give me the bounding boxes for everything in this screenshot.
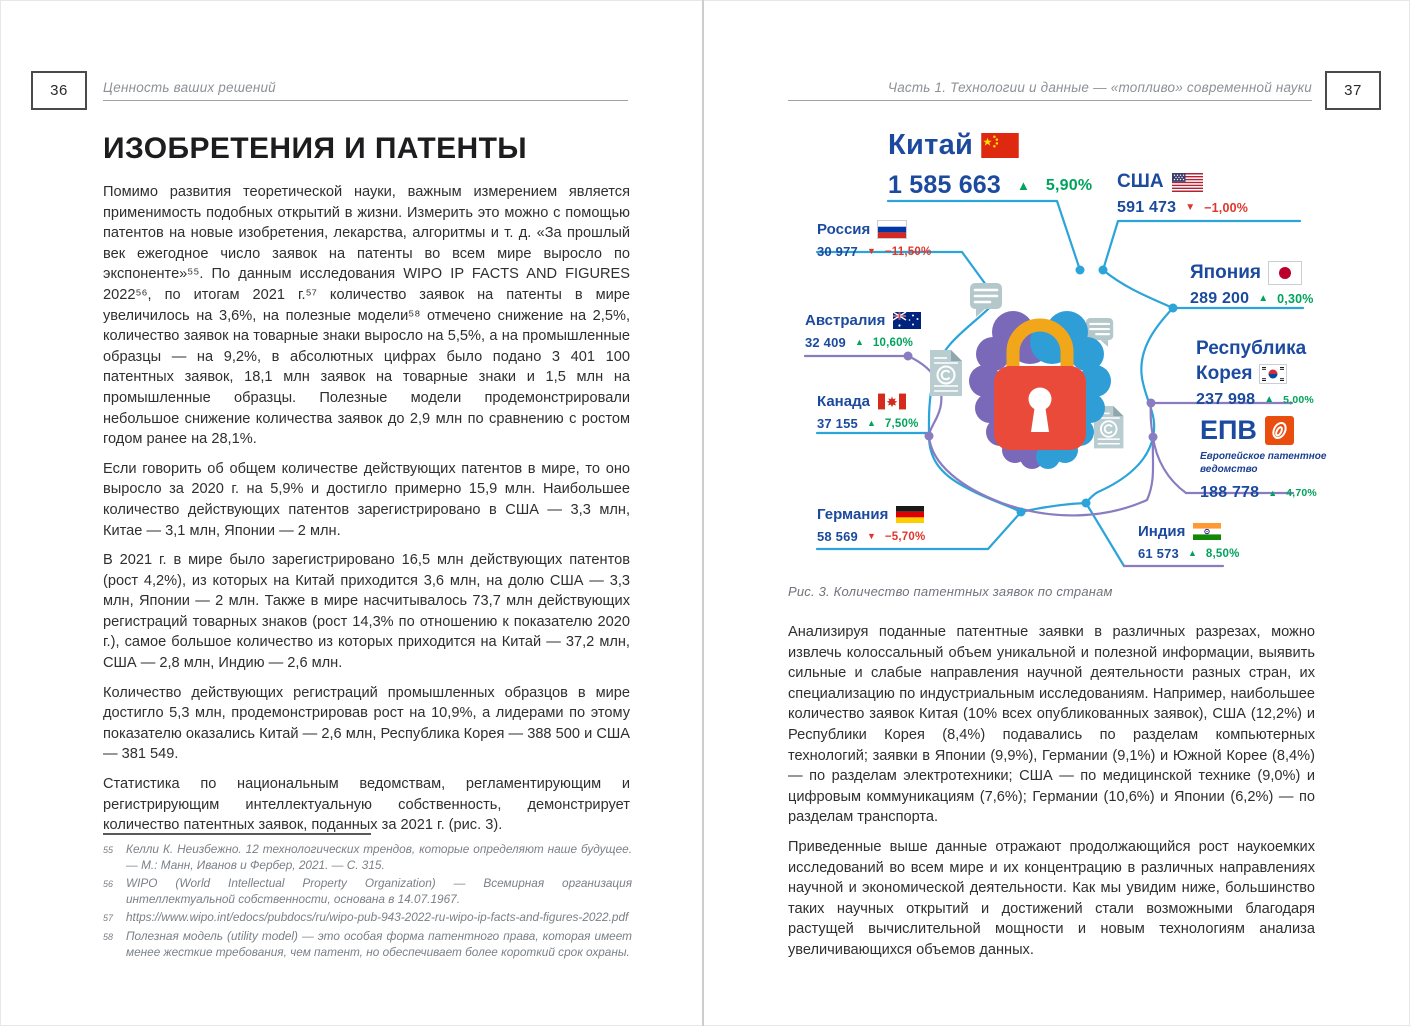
trend-percent: −11,50% [884, 245, 932, 258]
country-name: Россия [817, 221, 871, 238]
footnotes [103, 841, 632, 962]
footnote-text: WIPO (World Intellectual Property Organization) — Всемирная организация интеллектуальной собственности, основана в 14.07.1967. [126, 876, 632, 906]
country-value: 30 977 [817, 244, 858, 259]
footnote-item [103, 875, 632, 907]
lock-icon [994, 325, 1086, 450]
trend-percent: 4,70% [1286, 487, 1317, 499]
south-korea-flag-icon [1260, 365, 1286, 383]
bottom-curve [929, 436, 1153, 515]
country-name: Австралия [805, 312, 886, 329]
korea-epo-link [1151, 403, 1186, 493]
australia-flag-icon [893, 312, 921, 329]
trend-up-icon: ▲ [1187, 548, 1197, 558]
line-joint-dots-blue [1017, 266, 1178, 517]
russia-line [817, 252, 1021, 512]
country-block-korea [1196, 338, 1314, 409]
trend-percent: −1,00% [1204, 201, 1249, 215]
footnote-item [103, 909, 632, 926]
trend-up-icon: ▲ [1264, 394, 1275, 405]
footnote-separator [103, 833, 371, 835]
usa-japan-link [1103, 270, 1173, 308]
country-value: 37 155 [817, 416, 858, 431]
footnote-text: https://www.wipo.int/edocs/pubdocs/ru/wipo-pub-943-2022-ru-wipo-ip-facts-and-figures-2022.pdf [126, 910, 629, 924]
country-block-japan [1190, 262, 1314, 308]
trend-percent: 5,90% [1045, 176, 1093, 194]
figure-caption: Рис. 3. Количество патентных заявок по странам [788, 584, 1113, 599]
body-paragraph: Если говорить об общем количестве действующих патентов в мире, то оно выросло за 2020 г. на 5,9% и достигло примерно 15,9 млн. Наибольшее количество действующих патентов зарегистрировано в США — 3,3 млн, Китае — 3,1 млн, Японии — 2 млн. [103, 460, 630, 539]
trend-percent: 10,60% [872, 336, 914, 349]
country-block-canada [817, 393, 919, 431]
running-header-left: Ценность ваших решений [103, 80, 276, 95]
country-value: 1 585 663 [888, 171, 1002, 199]
country-name: Канада [817, 393, 870, 410]
india-flag-icon [1193, 523, 1221, 540]
country-value: 61 573 [1138, 546, 1179, 561]
country-block-germany [817, 506, 925, 544]
line-joint-dots-purple [904, 352, 1158, 442]
country-name: Китай [888, 129, 974, 161]
country-name-line1: Республика [1196, 338, 1307, 359]
country-value: 289 200 [1190, 290, 1250, 307]
page-number-box-left [31, 71, 87, 110]
trend-up-icon: ▲ [854, 337, 864, 347]
trend-down-icon: ▼ [1185, 202, 1196, 213]
body-paragraph: Количество действующих регистраций промышленных образцов в мире достигло 5,3 млн, продемонстрировав рост на 10,9%, а лидерами по этому показателю оказались Китай — 2,6 млн, Республика Корея — 388 500 и США — 381 549. [103, 684, 630, 763]
right-body-column [788, 622, 1315, 970]
body-paragraph: Помимо развития теоретической науки, важным измерением является применимость подобных открытий в жизни. Измерить это можно с помощью патентов на новые изобретения, лекарства, алгоритмы и т. д. «За прошлый век ежегодное число заявок на патенты во всем мире выросло по экспоненте»⁵⁵. По данным исследования WIPO IP FACTS AND FIGURES 2022⁵⁶, по итогам 2021 г.⁵⁷ количество заявок на патенты в мире увеличилось на 3,6%, на полезные модели⁵⁸ отмечено снижение на 2,5%, количество заявок на товарные знаки выросло на 5,5%, а на промышленные образцы — на 9,2%, в абсолютных цифрах было подано 3 401 100 патентных заявок, 18,1 млн заявок на товарные знаки и 1,5 млн на промышленные образцы. Полезные модели продемонстрировали небольшое снижение количества заявок до 2,9 млн по сравнению с ростом годом ранее на 28,1%. [103, 184, 630, 448]
canada-flag-icon [878, 393, 906, 410]
trend-percent: −5,70% [884, 530, 926, 543]
body-paragraph: Статистика по национальным ведомствам, регламентирующим и регистрирующим интеллектуальную собственность, демонстрирует количество патентных заявок, поданных за 2021 г. (рис. 3). [103, 776, 630, 834]
footnote-marker: 55 [103, 845, 114, 855]
trend-percent: 7,50% [884, 417, 919, 430]
footnote-marker: 57 [103, 913, 114, 923]
footnote-marker: 58 [103, 932, 114, 942]
country-value: 237 998 [1196, 391, 1256, 408]
country-block-china [888, 129, 1092, 200]
country-value: 58 569 [817, 529, 858, 544]
message-doc-icon [970, 283, 1002, 317]
org-value: 188 778 [1200, 484, 1260, 501]
china-flag-icon [981, 133, 1019, 158]
copyright-doc-icon [1094, 406, 1123, 448]
trend-percent: 8,50% [1205, 547, 1240, 560]
country-block-australia [805, 312, 921, 350]
copyright-doc-icon [930, 350, 962, 396]
usa-flag-icon [1172, 173, 1203, 192]
trend-percent: 0,30% [1277, 292, 1314, 306]
page-title: ИЗОБРЕТЕНИЯ И ПАТЕНТЫ [103, 132, 528, 166]
country-name: Германия [817, 506, 889, 523]
epo-subtitle: Европейское патентное ведомство [1200, 451, 1327, 475]
footnote-item [103, 841, 632, 873]
country-name: США [1117, 171, 1164, 192]
body-paragraph: Приведенные выше данные отражают продолжающийся рост наукоемких исследований во всем мире и их концентрацию в различных направлениях научной и экономической деятельности. Как мы увидим ниже, большинство таких научных открытий и достижений стали возможными благодаря растущей вычислительной мощности и новым технологиям анализа увеличивающихся объемов данных. [788, 838, 1315, 958]
epo-logo-icon [1265, 416, 1294, 445]
trend-down-icon: ▼ [866, 531, 876, 541]
trend-down-icon: ▼ [866, 246, 876, 256]
trend-up-icon: ▲ [866, 418, 876, 428]
footnote-text: Келли К. Неизбежно. 12 технологических трендов, которые определяют наше будущее. — М.: Манн, Иванов и Фербер, 2021. — С. 315. [126, 842, 632, 872]
page-number-left: 36 [50, 82, 68, 99]
footnote-marker: 56 [103, 879, 114, 889]
brain-right-half [1030, 311, 1111, 469]
japan-flag-icon [1269, 262, 1301, 284]
country-name: Индия [1138, 523, 1186, 540]
footnote-item [103, 928, 632, 960]
trend-up-icon: ▲ [1268, 487, 1278, 498]
body-paragraph: В 2021 г. в мире было зарегистрировано 16,5 млн действующих патентов (рост 4,2%), из которых на Китай приходится 3,6 млн, на долю США — 3,3 млн, Японии — 2 млн. Также в мире насчитывалось 73,7 млн действующих регистраций товарных знаков (рост 14,3% по отношению к показателю 2020 г.), самое большое количество из которых приходится на Китай — 37,2 млн, США — 2,8 млн, Индию — 2,6 млн. [103, 552, 630, 672]
country-block-india [1138, 523, 1240, 561]
country-name-line2: Корея [1196, 363, 1253, 384]
org-block-epo [1200, 415, 1326, 502]
footnote-text: Полезная модель (utility model) — это особая форма патентного права, которая имеет менее жесткие требования, чем патент, но обеспечивает более короткий срок охраны. [126, 929, 632, 959]
germany-india-link [1021, 503, 1124, 566]
country-block-usa [1117, 171, 1248, 217]
body-paragraph: Анализируя поданные патентные заявки в различных разрезах, можно извлечь колоссальный объем уникальной и полезной информации, выявить сильные и слабые направления научной деятельности разных стран, их специализацию по индустриальным исследованиям. Например, наибольшее количество заявок Китая (10% всех опубликованных заявок), США (12,2%) и Республики Корея (8,4%) подавались по разделам компьютерных технологий; заявки в Японии (9,9%), Германии (9,1%) и Южной Корее (8,4%) — по разделам электротехники; США — по медицинской технике (9,0%) и цифровым коммуникациям (7,6%); Германии (10,6%) и Японии (6,2%) — по разделам транспорта. [788, 624, 1315, 826]
germany-flag-icon [896, 506, 924, 523]
brain-lock-illustration [969, 311, 1111, 469]
country-block-russia [817, 221, 931, 259]
russia-flag-icon [878, 221, 906, 238]
message-doc-icon [1086, 318, 1113, 347]
running-header-right: Часть 1. Технологии и данные — «топливо» современной науки [887, 80, 1312, 95]
page-seam [702, 0, 704, 1026]
trend-up-icon: ▲ [1258, 293, 1269, 304]
left-body-column [103, 182, 630, 845]
header-rule-left [103, 100, 628, 101]
country-value: 32 409 [805, 335, 846, 350]
trend-percent: 5,00% [1283, 394, 1314, 406]
brain-left-half [969, 311, 1052, 469]
header-rule-right [788, 100, 1312, 101]
trend-up-icon: ▲ [1017, 178, 1030, 193]
country-value: 591 473 [1117, 199, 1177, 216]
org-name: ЕПВ [1200, 415, 1257, 445]
page-number-box-right [1325, 71, 1381, 110]
right-curve [1086, 308, 1173, 503]
country-name: Япония [1190, 262, 1261, 283]
page-number-right: 37 [1344, 82, 1362, 99]
